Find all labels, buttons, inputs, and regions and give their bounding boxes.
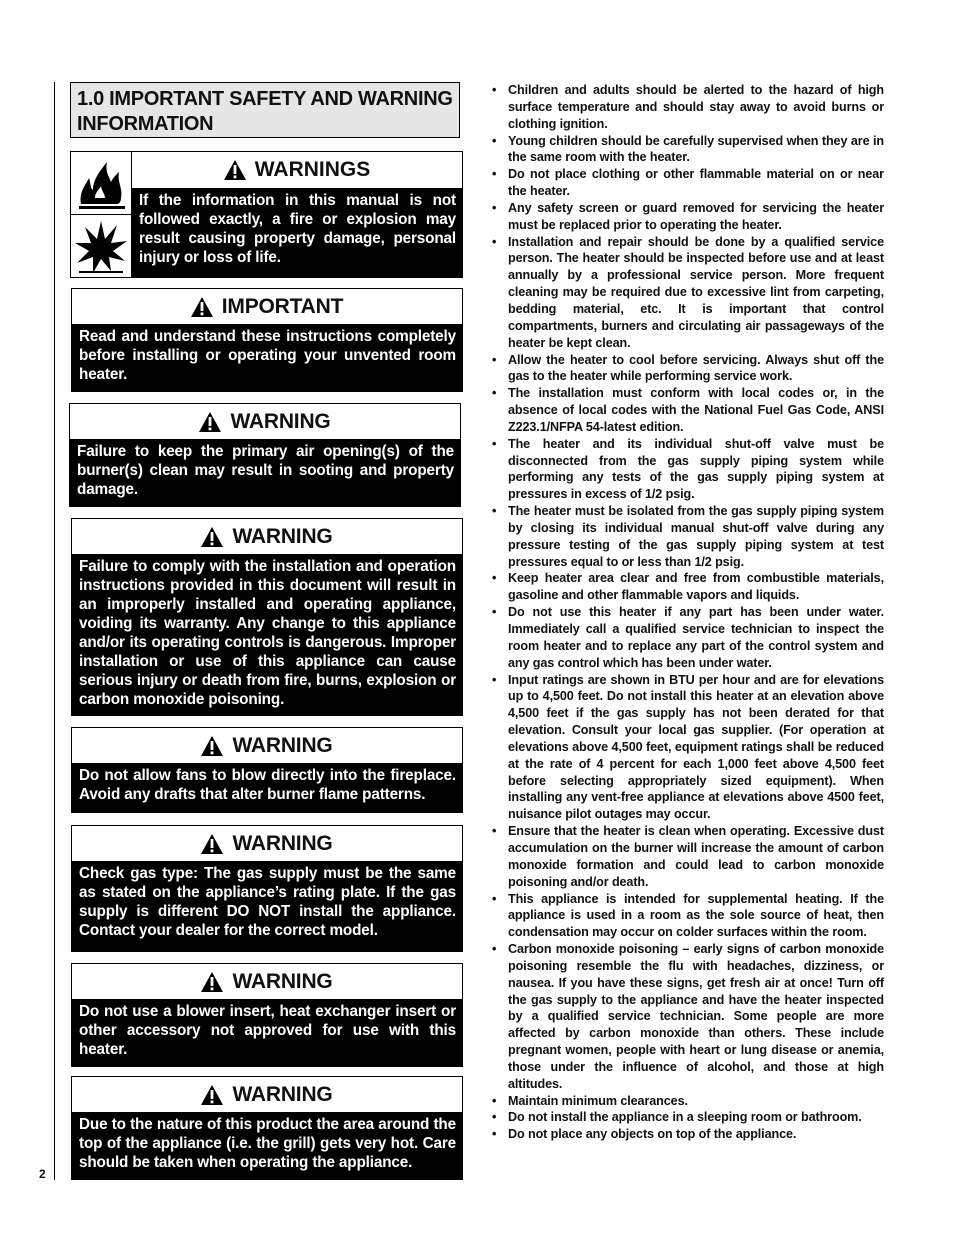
- list-item: • Installation and repair should be done by a qualified service person. The heater should be inspected before use and at least annually by a professional service person. More frequent cleaning may be required due to excessive lint from carpeting, bedding material, etc. It is important that control compartments, burners and circulating air passageways of the heater be kept clean.: [490, 234, 884, 352]
- warnings-heading-text: WARNINGS: [254, 158, 371, 181]
- list-item: • Do not place any objects on top of the appliance.: [490, 1126, 884, 1143]
- warning-triangle-icon: [199, 412, 221, 432]
- warning-blower-heading: [72, 964, 462, 999]
- warning-fans-heading-text: WARNING: [232, 733, 333, 757]
- warning-gas-heading-text: WARNING: [232, 831, 333, 855]
- warning-comply-heading-text: WARNING: [232, 524, 333, 548]
- warning-air-body: Failure to keep the primary air opening(s) of the burner(s) clean may result in sooting and property damage.: [70, 439, 460, 507]
- warning-air-heading-text: WARNING: [230, 409, 331, 433]
- warning-triangle-icon: [201, 736, 223, 756]
- warning-air-box: [69, 403, 461, 507]
- warning-comply-heading: [72, 519, 462, 554]
- warning-triangle-icon: [201, 527, 223, 547]
- warning-blower-heading-text: WARNING: [232, 969, 333, 993]
- warning-triangle-icon: [201, 1085, 223, 1105]
- warning-hot-box: [71, 1076, 463, 1180]
- warning-gas-box: [71, 825, 463, 952]
- list-item: • This appliance is intended for supplemental heating. If the appliance is used in a room as the sole source of heat, then condensation may occur on colder surfaces within the room.: [490, 891, 884, 942]
- warning-hot-heading: [72, 1077, 462, 1112]
- list-item: • Allow the heater to cool before servicing. Always shut off the gas to the heater while performing service work.: [490, 352, 884, 386]
- hazard-icon-column: [71, 152, 132, 277]
- list-item: • Children and adults should be alerted to the hazard of high surface temperature and should stay away to avoid burns or clothing ignition.: [490, 82, 884, 133]
- warning-blower-box: [71, 963, 463, 1067]
- important-heading: [72, 289, 462, 324]
- warning-triangle-icon: [191, 297, 213, 317]
- list-item: • The installation must conform with local codes or, in the absence of local codes with the National Fuel Gas Code, ANSI Z223.1/NFPA 54-latest edition.: [490, 385, 884, 436]
- warnings-box: [70, 151, 463, 278]
- warning-gas-body: Check gas type: The gas supply must be the same as stated on the appliance’s rating plate. If the gas supply is different DO NOT install the appliance. Contact your dealer for the correct model.: [72, 861, 462, 952]
- warning-blower-body: Do not use a blower insert, heat exchanger insert or other accessory not approved for use with this heater.: [72, 999, 462, 1067]
- explosion-icon: [71, 215, 131, 277]
- safety-bullet-list: [490, 82, 884, 1143]
- warning-fans-box: [71, 727, 463, 813]
- list-item: • Carbon monoxide poisoning – early signs of carbon monoxide poisoning resemble the flu with headaches, dizziness, or nausea. If you have these signs, get fresh air at once! Turn off the gas supply to the appliance and have the heater inspected by a qualified service technician. Some people are more affected by carbon monoxide than others. These include pregnant women, people with heart or lung disease or anemia, those under the influence of alcohol, and those at high altitudes.: [490, 941, 884, 1093]
- list-item: • Ensure that the heater is clean when operating. Excessive dust accumulation on the burner will increase the amount of carbon monoxide formation and could lead to carbon monoxide poisoning and/or death.: [490, 823, 884, 890]
- list-item: • Do not place clothing or other flammable material on or near the heater.: [490, 166, 884, 200]
- page-number: 2: [39, 1167, 46, 1181]
- warnings-heading: [132, 152, 462, 188]
- important-body: Read and understand these instructions completely before installing or operating your unvented room heater.: [72, 324, 462, 392]
- margin-rule: [54, 82, 55, 1180]
- section-title: 1.0 IMPORTANT SAFETY AND WARNING INFORMATION: [70, 82, 460, 138]
- list-item: • Young children should be carefully supervised when they are in the same room with the heater.: [490, 133, 884, 167]
- warning-triangle-icon: [201, 834, 223, 854]
- warning-triangle-icon: [201, 972, 223, 992]
- warning-fans-body: Do not allow fans to blow directly into the fireplace. Avoid any drafts that alter burner flame patterns.: [72, 763, 462, 813]
- warning-comply-box: [71, 518, 463, 716]
- important-heading-text: IMPORTANT: [221, 294, 344, 318]
- list-item: • Keep heater area clear and free from combustible materials, gasoline and other flammable vapors and liquids.: [490, 570, 884, 604]
- list-item: • The heater and its individual shut-off valve must be disconnected from the gas supply piping system while performing any tests of the gas supply piping system at pressures in excess of 1/2 psig.: [490, 436, 884, 503]
- warning-gas-heading: [72, 826, 462, 861]
- list-item: • Maintain minimum clearances.: [490, 1093, 884, 1110]
- warning-hot-heading-text: WARNING: [232, 1082, 333, 1106]
- warning-air-heading: [70, 404, 460, 439]
- warning-hot-body: Due to the nature of this product the area around the top of the appliance (i.e. the grill) gets very hot. Care should be taken when operating the appliance.: [72, 1112, 462, 1180]
- list-item: • Any safety screen or guard removed for servicing the heater must be replaced prior to operating the heater.: [490, 200, 884, 234]
- list-item: • The heater must be isolated from the gas supply piping system by closing its individual manual shut-off valve during any pressure testing of the gas supply piping system at test pressures equal to or less than 1/2 psig.: [490, 503, 884, 570]
- warnings-body: If the information in this manual is not followed exactly, a fire or explosion may result causing property damage, personal injury or loss of life.: [132, 188, 462, 277]
- fire-icon: [71, 152, 131, 215]
- warning-fans-heading: [72, 728, 462, 763]
- warning-triangle-icon: [224, 160, 246, 180]
- important-box: [71, 288, 463, 392]
- list-item: • Do not install the appliance in a sleeping room or bathroom.: [490, 1109, 884, 1126]
- list-item: • Do not use this heater if any part has been under water. Immediately call a qualified service technician to inspect the room heater and to replace any part of the control system and any gas control which has been under water.: [490, 604, 884, 671]
- list-item: • Input ratings are shown in BTU per hour and are for elevations up to 4,500 feet. Do not install this heater at an elevation above 4,500 feet if the gas supply has not been derated for that elevation. Consult your local gas supplier. (For operation at elevations above 4,500 feet, equipment ratings shall be reduced at the rate of 4 percent for each 1,000 feet above 4,500 feet before selecting appropriately sized equipment). When installing any vent-free appliance at elevations above 4500 feet, nuisance pilot outages may occur.: [490, 672, 884, 824]
- warning-comply-body: Failure to comply with the installation and operation instructions provided in this document will result in an improperly installed and operating appliance, voiding its warranty. Any change to this appliance and/or its operating controls is dangerous. Improper installation or use of this appliance can cause serious injury or death from fire, burns, explosion or carbon monoxide poisoning.: [72, 554, 462, 716]
